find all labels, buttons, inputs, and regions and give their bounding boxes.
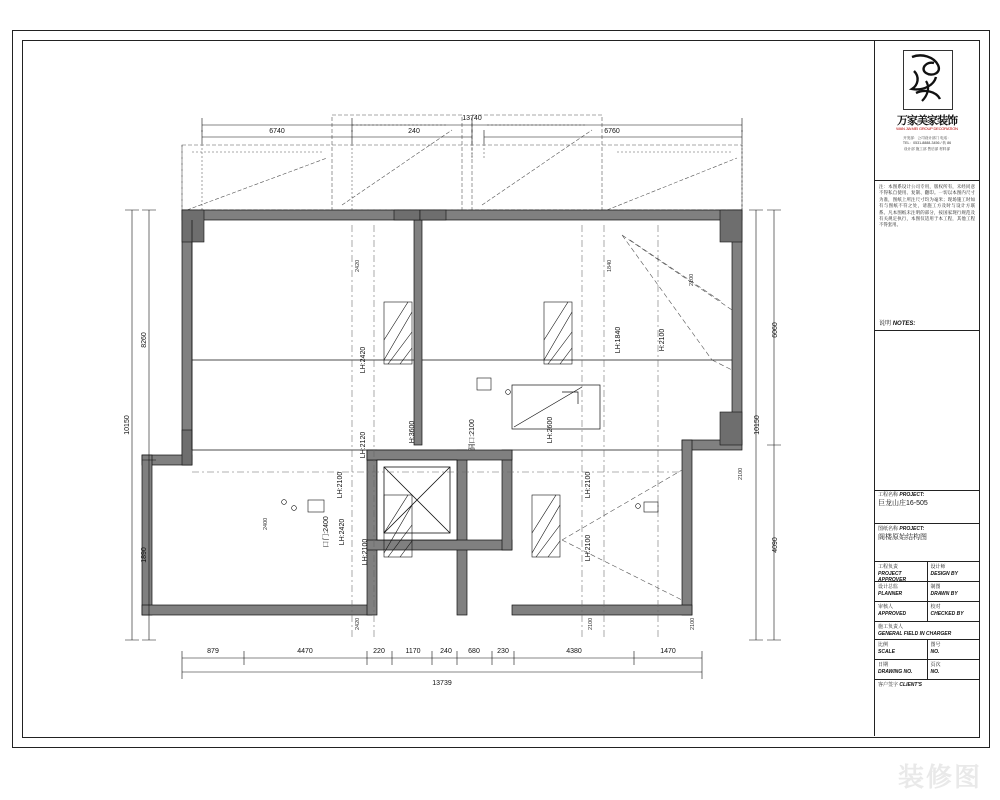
label-lh-2100-c: LH:2100 [585,471,592,499]
signature-row-1 [875,582,979,602]
sig-4-cn2: 图号 [930,642,941,648]
label-lh-2600: LH:2600 [547,416,554,444]
dim-top-overall: 13740 [462,115,482,122]
sig-2-cn2: 校对 [930,604,941,610]
label-door-2400: 口门:2400 [323,516,330,548]
drawing-name-label-cn: 图纸名称 [878,526,899,532]
dim-top-seg-1: 240 [408,128,420,135]
plan-svg [22,40,874,736]
blank-reserved-area [875,330,979,491]
title-block [874,40,979,736]
svg-text:1840: 1840 [607,259,613,272]
sig-5-en: DRAWING NO. [878,669,913,675]
notes-block [875,180,979,331]
svg-text:2100: 2100 [588,617,594,630]
signature-row-3 [875,622,979,640]
dim-top-seg-2: 6760 [604,128,620,135]
project-name-value: 巨龙山庄16-505 [878,500,928,507]
signature-row-2 [875,602,979,622]
dim-bottom-seg-7: 4380 [566,648,582,655]
sig-2-cn: 审核人 [878,604,894,610]
sig-2-en: APPROVED [878,611,907,617]
dim-bottom-seg-2: 220 [373,648,385,655]
dim-right-seg-1: 4090 [772,537,779,553]
label-lh-2120: LH:2120 [360,431,367,459]
dim-bottom-seg-1: 4470 [297,648,313,655]
svg-text:2100: 2100 [690,617,696,630]
svg-text:2100: 2100 [689,273,695,286]
client-signature-cell[interactable] [875,680,979,698]
dim-left-seg-1: 1890 [141,547,148,563]
dim-bottom-seg-4: 240 [440,648,452,655]
sig-4-cn: 比例 [878,642,889,648]
sig-5-en2: NO. [930,669,940,675]
dim-bottom-seg-5: 680 [468,648,480,655]
label-h-2100: H:2100 [659,328,666,352]
project-name-label [875,490,979,498]
sig-1-cn2: 制图 [930,584,941,590]
signature-row-0 [875,562,979,582]
company-name-en: WAN JIA MEI GROUP DECORATION [896,126,958,131]
sig-4-en: SCALE [878,649,895,655]
label-lh-2420-a: LH:2420 [360,346,367,374]
company-address-line-3: 设计部 施工部 售后部 材料部 [903,146,951,151]
drawing-name-label-en: PROJECT: [899,526,925,532]
sig-1-en: PLANNER [878,591,903,597]
label-lh-2100-b: LH:2100 [362,538,369,566]
label-lh-2420-b: LH:2420 [339,518,346,546]
svg-text:2400: 2400 [263,517,269,530]
project-name-cell [875,490,979,524]
sig-3-cn: 施工负责人 [878,624,904,630]
notes-label-cn: 说明 [879,321,892,327]
dim-top-seg-0: 6740 [269,128,285,135]
drawing-name-value: 阁楼原始结构图 [878,534,927,541]
sig-0-cn: 工程负责 [878,564,899,570]
svg-text:2420: 2420 [355,259,361,272]
sig-2-en2: CHECKED BY [930,611,964,617]
notes-label-en: NOTES: [892,321,916,327]
company-address [875,136,979,152]
notes-label [879,318,915,327]
company-logo-block [875,40,979,181]
company-address-line-1: 开发部：公司设计部门 电话： [903,136,951,140]
sig-0-cn2: 设计师 [930,564,946,570]
sig-0-en: PROJECT APPROVER [878,571,907,583]
sig-0-en2: DESIGN BY [930,571,959,577]
company-logo-icon [903,50,953,110]
sig-4-en2: NO. [930,649,940,655]
dim-bottom-seg-0: 879 [207,648,219,655]
floor-plan-drawing [22,40,874,736]
signature-row-5 [875,660,979,680]
client-sign-en: CLIENT'S [899,682,922,688]
dim-bottom-seg-8: 1470 [660,648,676,655]
drawing-name-cell [875,524,979,562]
project-name-label-cn: 工程名称 [878,492,899,498]
sig-1-en2: DRAWN BY [930,591,958,597]
company-address-line-2: TEL：0531-8888-3456 / 转 86 [902,141,952,146]
dim-right-seg-0: 6060 [772,322,779,338]
drawing-name-label [875,524,979,532]
svg-text:2420: 2420 [355,617,361,630]
svg-text:2100: 2100 [738,467,744,480]
label-h-3600: H:3600 [409,420,416,444]
sig-5-cn: 日期 [878,662,889,668]
notes-body: 注：本图系设计公司专用，版权所有，未经同意不得私自使用、复制、翻印。一切以本图内尺寸为准，图纸上所注尺寸均为毫米；现场施工时如有与图纸不符之处，请施工方及时与设计方联系。凡本图纸未注明的部分，按国家现行规范及有关规定执行，本图仅适用于本工程，其他工程不得套用。 [879,184,975,228]
dim-bottom-seg-3: 1170 [405,648,421,655]
dim-left-seg-0: 8260 [141,332,148,348]
dim-right-overall: 10150 [754,415,761,435]
project-info-block [875,490,979,698]
project-name-label-en: PROJECT: [899,492,925,498]
client-sign-cn: 客户签字 [878,682,899,688]
dim-bottom-seg-6: 230 [497,648,509,655]
label-lh-2100-d: LH:2100 [585,534,592,562]
label-opening-2100: 洞口:2100 [469,419,476,451]
company-name-cn: 万家美家装饰 [897,115,957,127]
sig-1-cn: 设计总监 [878,584,899,590]
watermark-text: 装修图 [897,762,982,792]
dim-left-overall: 10150 [124,415,131,435]
sig-5-cn2: 页次 [930,662,941,668]
dim-bottom-overall: 13739 [432,680,452,687]
signature-row-4 [875,640,979,660]
label-lh-1840: LH:1840 [615,326,622,354]
sig-3-en: GENERAL FIELD IN CHARGER [878,631,952,637]
label-lh-2100-a: LH:2100 [337,471,344,499]
client-sign-label [875,680,979,688]
